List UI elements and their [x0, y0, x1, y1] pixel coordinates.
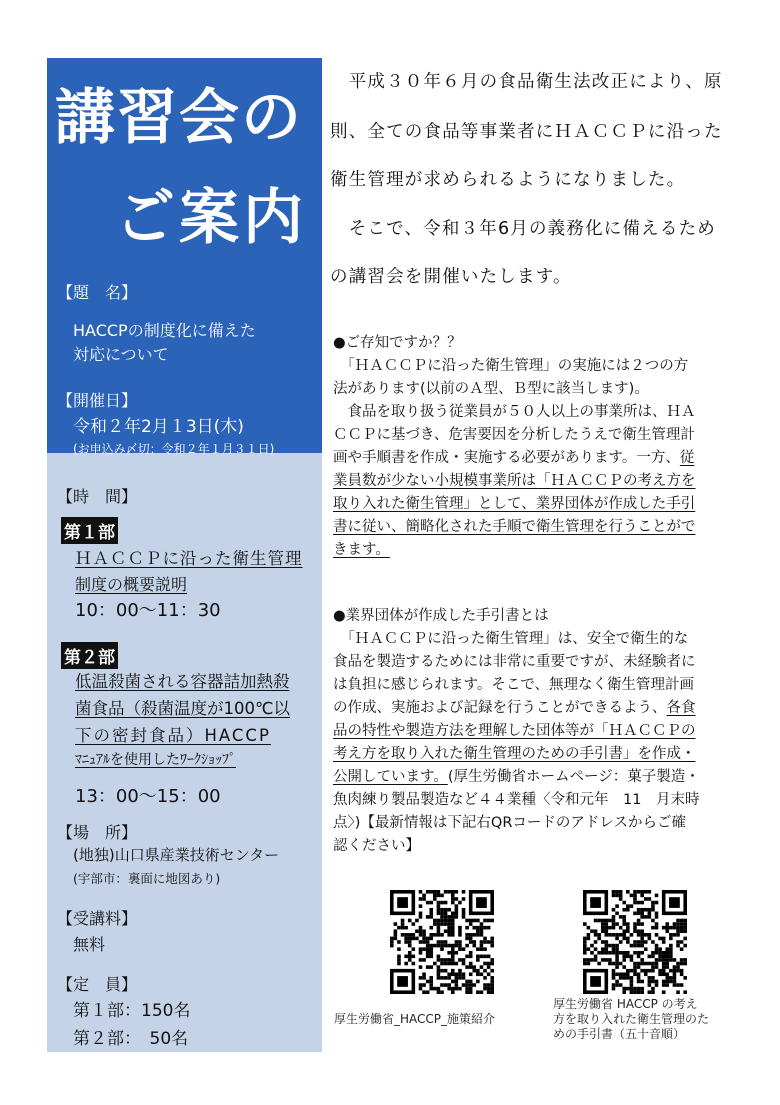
section1-underlined-text: 従	[679, 450, 695, 466]
section1-underlined-line: きます。	[333, 542, 390, 558]
part2-badge: 第２部	[61, 642, 118, 669]
qr-caption-right-line2: 方を取り入れた衛生管理のた	[553, 1012, 710, 1026]
section2-underlined-line: 考え方を取り入れた衛生管理のための手引書」を作成・	[333, 746, 696, 762]
poster-title-line2: ご案内	[115, 183, 307, 253]
section2-line: は負担に感じられます。そこで、無理なく衛生管理計画	[333, 677, 695, 693]
section2-line: 食品を製造するためには非常に重要ですが、未経験者に	[333, 654, 696, 670]
section1-underlined-line: 取り入れた衛生管理」として、業界団体が作成した手引	[333, 496, 696, 512]
subject-line1: HACCPの制度化に備えた	[73, 321, 256, 340]
place-heading: 【場 所】	[57, 823, 138, 842]
section2-text: の作成、実施および記録を行うことができるよう、	[333, 700, 667, 716]
venue-note: (宇部市：裏面に地図あり)	[73, 871, 221, 886]
section1-line: 法があります(以前のＡ型、Ｂ型に該当します)。	[333, 381, 649, 397]
qr-caption-left: 厚生労働省_HACCP_施策紹介	[334, 1012, 496, 1026]
fee-value: 無料	[73, 935, 106, 954]
part2-title-line3: 下の密封食品）HACCP	[75, 726, 271, 745]
date-heading: 【開催日】	[57, 391, 138, 410]
section2-line: 「ＨＡＣＣＰに沿った衛生管理」は、安全で衛生的な	[333, 631, 689, 647]
intro-line3: 衛生管理が求められるようになりました。	[330, 170, 686, 190]
capacity-part2: 第２部： 50名	[73, 1029, 189, 1049]
section2-underlined-text: 公開しています。	[333, 769, 448, 785]
section1-line: 食品を取り扱う従業員が５０人以上の事業所は、ＨＡ	[333, 404, 696, 420]
intro-line2: 則、全ての食品等事業者にＨＡＣＣＰに沿った	[330, 122, 723, 142]
part1-title-line1: ＨＡＣＣＰに沿った衛生管理	[75, 549, 303, 568]
section2-underlined-text: 各食	[666, 700, 696, 716]
info-sidebar	[47, 58, 322, 1052]
qr-caption-right-line1: 厚生労働省 HACCP の考え	[553, 997, 698, 1011]
section2-text: (厚生労働省ホームページ：菓子製造・	[447, 769, 700, 785]
qr-code-left[interactable]	[390, 890, 494, 994]
venue-name: (地独)山口県産業技術センター	[73, 846, 280, 864]
event-date: 令和２年2月１3日(木)	[73, 417, 244, 437]
section2-line: 認ください】	[333, 838, 420, 854]
intro-line4: そこで、令和３年6月の義務化に備えるため	[330, 219, 716, 239]
poster-title-line1: 講習会の	[55, 83, 303, 153]
section1-text: 画や手順書を作成・実施する必要があります。一方、	[333, 450, 680, 466]
part2-time: 13：00～15：00	[75, 786, 221, 807]
part1-badge: 第１部	[61, 517, 118, 544]
sidebar-header-panel	[47, 58, 322, 456]
section1-heading: ●ご存知ですか？？	[333, 335, 462, 351]
section1-body	[333, 332, 696, 562]
intro-line1: 平成３０年６月の食品衛生法改正により、原	[330, 72, 723, 92]
part2-title-line2: 菌食品（殺菌温度が100℃以	[75, 699, 291, 718]
application-deadline: (お申込み〆切：令和２年１月３１日)	[73, 442, 275, 456]
part2-title-line1: 低温殺菌される容器詰加熱殺	[75, 672, 290, 691]
section1-line: ＣＣＰに基づき、危害要因を分析したうえで衛生管理計	[333, 427, 695, 443]
section1-underlined-line: 業員数が少ない小規模事業所は「ＨＡＣＣＰの考え方を	[333, 473, 696, 489]
time-heading: 【時 間】	[57, 487, 138, 506]
section2-underlined-line: 品の特性や製造方法を理解した団体等が「ＨＡＣＣＰの	[333, 723, 696, 739]
fee-heading: 【受講料】	[57, 909, 138, 928]
section2-line: 魚肉練り製品製造など４４業種〈令和元年 11 月末時	[333, 792, 700, 808]
intro-line5: の講習会を開催いたします。	[330, 267, 572, 287]
part1-time: 10：00～11：30	[75, 600, 221, 621]
section2-line	[333, 697, 700, 720]
qr-caption-right-line3: めの手引書（五十音順）	[553, 1027, 686, 1041]
qr-code-right[interactable]	[583, 890, 687, 994]
subject-heading: 【題 名】	[57, 283, 138, 302]
capacity-part1: 第１部：150名	[73, 1001, 191, 1021]
part1-title-line2: 制度の概要説明	[75, 575, 188, 594]
section2-body	[333, 605, 700, 858]
section1-underlined-line: 書に従い、簡略化された手順で衛生管理を行うことがで	[333, 519, 696, 535]
part2-title-line4: ﾏﾆｭｱﾙを使用したﾜｰｸｼｮｯﾌﾟ	[75, 752, 236, 768]
section1-line: 「ＨＡＣＣＰに沿った衛生管理」の実施には２つの方	[333, 358, 689, 374]
section2-heading: ●業界団体が作成した手引書とは	[333, 608, 549, 624]
section2-line: 点〉)【最新情報は下記右QRコードのアドレスからご確	[333, 815, 686, 831]
subject-line2: 対応について	[73, 345, 169, 364]
section2-line	[333, 766, 700, 789]
capacity-heading: 【定 員】	[57, 975, 138, 994]
section1-line	[333, 447, 696, 470]
